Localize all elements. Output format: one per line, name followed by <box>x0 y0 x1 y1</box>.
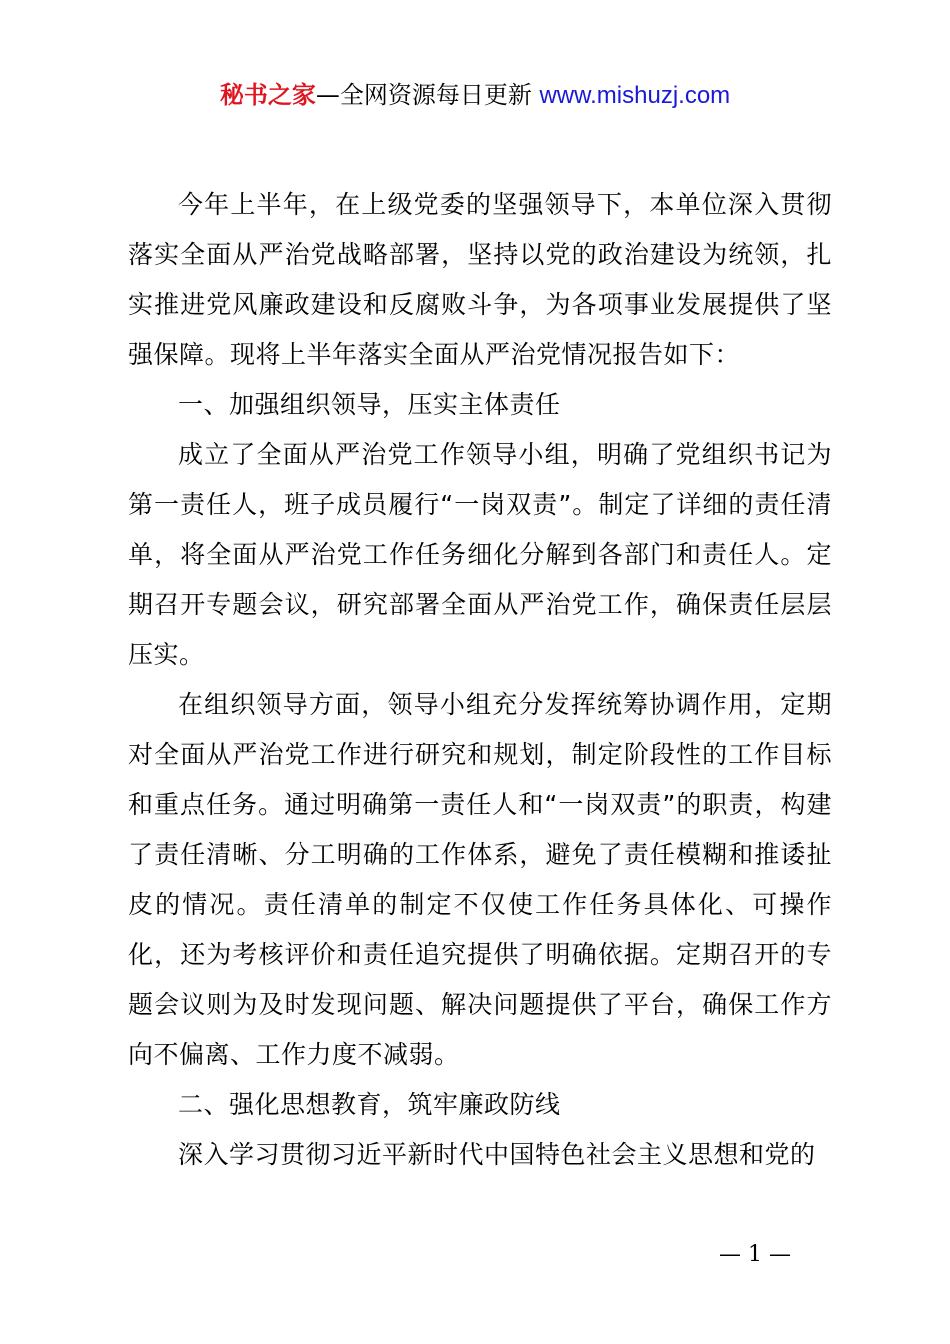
brand-name: 秘书之家 <box>219 81 316 109</box>
section-2-paragraph-1: 深入学习贯彻习近平新时代中国特色社会主义思想和党的 <box>178 1140 816 1169</box>
page-number: — 1 — <box>719 1242 791 1267</box>
section-1-paragraph-1: 成立了全面从严治党工作领导小组，明确了党组织书记为第一责任人，班子成员履行“一岗双责”。制定了详细的责任清单，将全面从严治党工作任务细化分解到各部门和责任人。定期召开专题会议，研究部署全面从严治党工作，确保责任层层压实。 <box>128 440 832 669</box>
site-header <box>0 78 950 113</box>
section-1-heading: 一、加强组织领导，压实主体责任 <box>178 390 561 419</box>
site-url-link[interactable]: www.mishuzj.com <box>539 82 731 109</box>
section-2-heading: 二、强化思想教育，筑牢廉政防线 <box>178 1090 561 1119</box>
header-tagline: —全网资源每日更新 <box>315 81 532 109</box>
document-body <box>128 180 832 1180</box>
section-1-paragraph-2: 在组织领导方面，领导小组充分发挥统筹协调作用，定期对全面从严治党工作进行研究和规划，制定阶段性的工作目标和重点任务。通过明确第一责任人和“一岗双责”的职责，构建了责任清晰、分工明确的工作体系，避免了责任模糊和推诿扯皮的情况。责任清单的制定不仅使工作任务具体化、可操作化，还为考核评价和责任追究提供了明确依据。定期召开的专题会议则为及时发现问题、解决问题提供了平台，确保工作方向不偏离、工作力度不减弱。 <box>128 690 832 1069</box>
intro-paragraph: 今年上半年，在上级党委的坚强领导下，本单位深入贯彻落实全面从严治党战略部署，坚持以党的政治建设为统领，扎实推进党风廉政建设和反腐败斗争，为各项事业发展提供了坚强保障。现将上半年落实全面从严治党情况报告如下： <box>128 190 832 369</box>
